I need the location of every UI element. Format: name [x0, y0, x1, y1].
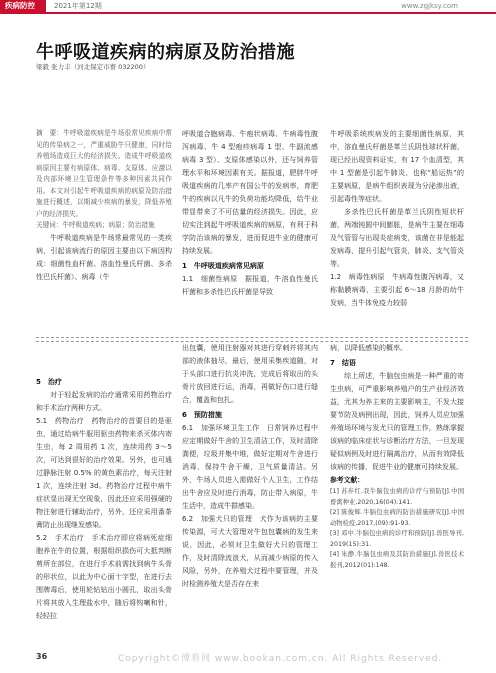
issue-label: 2021年第12期 [54, 2, 102, 10]
intro-paragraph: 牛呼吸道疾病是牛场常最常见的一类疾病，引起该病流行的原因主要由以下病因构成：细菌性血杆菌、溶血性曼氏杆菌、多杀性巴氏杆菌）、病毒（牛 [36, 233, 172, 281]
header-rule [0, 12, 496, 14]
paragraph-5-2: 5.2 手术治疗 手术治疗即应将病死症细胞养在牛的位置，根据组织损伤可大抵判断剪所在部位，在进行手术前需找到病牛头骨的形状位，以此为中心面十字型，在进行去围牌毒后，使用轮钻钻出小圆孔，取出头骨片将其放入生理盐水中，随后将钩喇和针，轻轻拉 [36, 534, 172, 620]
surgery-continued: 出包囊，使用注射器对其进行穿刺并将其内部的液体抽尽，最后，使用采集疾道随，对于头部口进行抗炎冲洗，完成后将取出的头骨片放回进行运，消毒，再做好伤口进行缝合，覆盖和包扎。 [182, 344, 318, 404]
paragraph-6-1: 6.1 加强环境卫生工作 日常饲养过程中应定期做好牛舍的卫生清洁工作，及时清除粪便，垃圾并集中堆，做好定期对牛舍进行消毒，保持牛舍干燥，卫气质量清洁。另外，牛场人员进入需做好个人卫生，工作结出牛舍应及时进行消毒，防止带入病原，牛生活中，造成牛群感染。 [182, 424, 318, 510]
paragraph-5-1: 5.1 药物治疗 药物治疗的首要目的是驱虫，通过给病牛服用驱虫药物来杀灭体内寄生虫，每 2 周用药 1 次，连续用药 3～5 次，可达到很好的治疗效果。另外，也可通过静脉注射 0.5% 的黄色素治疗，每天注射 1 次，连续注射 3d。药物治疗过程中病牛症状显出现无空现象，因此还应采用强硬的物注射进行辅助治疗，另外，还应采用番茶膏防止出现继发感染。 [36, 417, 172, 529]
header-bar [0, 0, 496, 12]
reference-item: [3] 邓中.牛脑包虫病的诊疗和预防[J].兽医导刊,2019(15):31. [330, 530, 464, 548]
site-url[interactable]: www.zgjksy.com [401, 2, 458, 10]
section-heading-7: 7 结语 [330, 359, 356, 367]
bacteria-paragraph: 牛呼吸系统疾病发的主要细菌性病原，其中，溶血曼氏杆菌是革兰氏阴性球状杆菌，现已经出现资料证实，有 17 个血清型，其中 1 型菌是引起牛肺炎、也称“船运热”的主要病原，是病牛组织表现为分泌渗出液，引起毒性等症状。 [330, 130, 464, 203]
virus-paragraph: 1.2 病毒性病原 牛病毒性腹泻病毒，又称黏膜病毒，主要引起 6～18 月龄的幼牛发病，当牛体免疫力较弱 [330, 273, 464, 307]
top-column-3 [330, 128, 464, 310]
prevention-continued: 病，以降低感染的概率。 [330, 344, 407, 352]
bottom-column-1 [36, 376, 172, 623]
top-column-1 [36, 128, 172, 284]
reference-item: [2] 陈俊辉.牛脑包虫病的防治措施研究[J].中国动物检疫,2017,(09):91-93. [330, 509, 464, 527]
page-number: 36 [36, 652, 48, 661]
bottom-column-2 [182, 342, 318, 591]
treatment-intro: 对于轻起发病的治疗通常采用药物治疗和手术治疗两种方式。 [36, 391, 172, 412]
article-byline: 梁毅 张力丰（河北保定市畜 032200） [36, 63, 150, 71]
copyright-watermark: Copyright©博看网 www.bookan.com.cn. All Rights Reserved. [118, 654, 443, 664]
bottom-column-3 [330, 342, 464, 571]
conclusion-paragraph: 综上所述，牛脑包虫病是一种严重的寄生虫病，可严重影响养殖户的生产业经济效益，尤其为养主来的主要影响主，不发大接要节防及病例出现，因此，饲养人员应加强养殖场环境与发尤只的管理工作，熟练掌握该病的临床症状与诊断治疗方法，一旦发现疑似病例及时进行隔离治疗，从而有效降低该病的传播，促进牛业的健康可持续发展。 [330, 372, 464, 471]
intro-continued: 呼吸道合胞病毒、牛疱状病毒、牛病毒性腹泻病毒、牛 4 型疱疹病毒 1 型、牛副流感病毒 3 型）、支原体感染以外，还与饲养管理水平和环境因素有关。据报道，肥胖牛呼吸道疾病的几率产有国公牛的发病率，育肥牛的疾病以凡牛的负荷功能均降低，给牛业带显带来了不可估量的经济损失。因此，应切实注到起牛呼吸道疾病的病原，有利于科学防治该病的暴发，进而促进牛业的健康可持续发展。 [182, 130, 318, 255]
section-heading-6: 6 预防措施 [182, 411, 222, 419]
paragraph-6-2: 6.2 加强犬只的管理 犬作为该病的主要传染源，可犬大管理对牛包包囊病的发生来说，因此，必须对卫生做好犬只的管理工作，及时清除流浪犬，从而减少病原的传入风险，另外，在养殖犬过程中要管理，并及时检测养殖犬是否存在来 [182, 515, 318, 588]
pasteurella-paragraph: 多杀性巴氏杆菌是革兰氏阴性短状杆菌，两端钝圆中间膨胀，是病牛主要在细毒及气管管与出现炎症病变，该菌在非是能起发病毒，提升引起气管炎，肺炎、支气管炎等。 [330, 208, 464, 268]
references-title: 参考文献： [330, 476, 364, 484]
top-column-2 [182, 128, 318, 299]
section-tag: 疾病防控 [0, 0, 46, 12]
section-heading-5: 5 治疗 [36, 378, 62, 386]
abstract: 摘 要：牛呼吸道疾病是牛场很常见疾病中常见的传染病之一，严重威胁牛只健康，同时给养殖场造成巨大的经济损失。造成牛呼吸道疾病原因主要有病原体、病毒、支原体、应激以及内部环境卫生管理条件等多种因素共同作用。本文对引起牛呼吸道疾病的病原及防治措施进行概述，以期减少疾病的暴发，降低养殖户的经济损失。 [36, 129, 172, 218]
section-heading-1: 1 牛呼吸道疾病常见病原 [182, 262, 264, 270]
reference-item: [4] 朱静.牛脑包虫病及其防治措施[J].兽医技术报刊,2012(01):148. [330, 551, 464, 569]
paragraph-1-1: 1.1 细菌性病原 据报道，牛溶血性曼氏杆菌和多杀性巴氏杆菌是导致 [182, 275, 318, 296]
reference-item: [1] 苏步红.我牛脑包虫病的诊疗与预防[J].中国畜禽种业,2020,16(04):141. [330, 488, 464, 506]
keywords: 关键词：牛呼吸道疾病；病原；防治措施 [36, 221, 155, 229]
article-title: 牛呼吸道疾病的病原及防治措施 [36, 42, 295, 63]
